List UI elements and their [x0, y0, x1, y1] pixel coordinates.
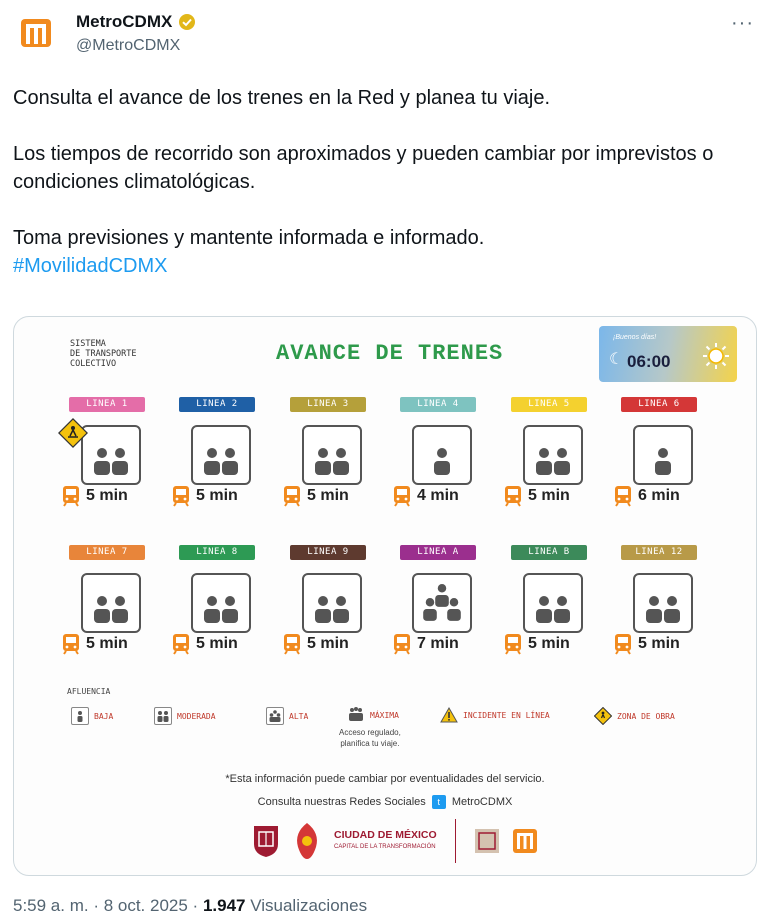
twitter-icon: t [432, 795, 446, 809]
footer-logos [252, 817, 538, 865]
cdmx-name: CIUDAD DE MÉXICO [334, 829, 437, 841]
legend-label: BAJA [94, 711, 114, 721]
travel-time [62, 485, 128, 507]
city-shield-icon [252, 824, 280, 858]
line-9-status [290, 545, 370, 652]
travel-time-value: 5 min [307, 635, 349, 652]
hashtag-link[interactable]: #MovilidadCDMX [13, 255, 168, 277]
travel-time [614, 633, 680, 655]
metro-logo-icon [512, 828, 538, 854]
train-icon [62, 485, 80, 507]
line-label: LINEA 8 [179, 545, 255, 560]
train-icon [504, 485, 522, 507]
warning-icon [440, 707, 458, 723]
line-label: LINEA 5 [511, 397, 587, 412]
line-label: LINEA A [400, 545, 476, 560]
cdmx-wordmark [334, 829, 437, 853]
travel-time [172, 633, 238, 655]
more-options-button[interactable]: ··· [731, 12, 754, 34]
travel-time [393, 633, 459, 655]
occupancy-icon [302, 425, 362, 485]
legend-label: MODERADA [177, 711, 216, 721]
line-6-status [621, 397, 701, 504]
train-icon [614, 633, 632, 655]
travel-time [62, 633, 128, 655]
travel-time [283, 485, 349, 507]
construction-icon [594, 707, 612, 725]
verified-badge-icon [178, 13, 196, 31]
line-2-status [179, 397, 259, 504]
tweet-text [13, 84, 753, 280]
travel-time-value: 4 min [417, 487, 459, 504]
travel-time-value: 5 min [638, 635, 680, 652]
legend-label: ZONA DE OBRA [617, 711, 675, 721]
metro-logo-avatar[interactable] [14, 10, 60, 56]
travel-time [614, 485, 680, 507]
occupancy-icon [191, 573, 251, 633]
legend-title: AFLUENCIA [67, 687, 111, 696]
one-person-icon [71, 707, 89, 725]
travel-time-value: 5 min [86, 487, 128, 504]
display-name[interactable]: MetroCDMX [76, 12, 173, 31]
line-label: LINEA 7 [69, 545, 145, 560]
line-1-status [69, 397, 149, 504]
line-label: LINEA 2 [179, 397, 255, 412]
occupancy-icon [81, 573, 141, 633]
social-handle: MetroCDMX [451, 796, 513, 808]
line-12-status [621, 545, 701, 652]
tweet-paragraph-2: Los tiempos de recorrido son aproximados y pueden cambiar por imprevistos o condiciones climatológicas. [13, 143, 714, 193]
travel-time [504, 633, 570, 655]
line-label: LINEA 9 [290, 545, 366, 560]
travel-time-value: 5 min [528, 487, 570, 504]
moon-icon: ☾ [609, 351, 624, 368]
line-label: LINEA 1 [69, 397, 145, 412]
views-count: 1.947 [202, 896, 246, 915]
line-label: LINEA 4 [400, 397, 476, 412]
infographic-title: AVANCE DE TRENES [276, 341, 504, 366]
maxima-note [339, 727, 401, 749]
line-11-status [511, 545, 591, 652]
legend-obra [594, 707, 675, 725]
infographic-image[interactable] [13, 316, 757, 876]
occupancy-icon [412, 425, 472, 485]
legend-label: INCIDENTE EN LÍNEA [463, 710, 550, 720]
occupancy-icon [523, 573, 583, 633]
train-icon [283, 485, 301, 507]
social-text: Consulta nuestras Redes Sociales [257, 796, 426, 808]
line-label: LINEA 3 [290, 397, 366, 412]
legend-incidente [440, 707, 550, 723]
train-icon [393, 485, 411, 507]
note-line: planifica tu viaje. [340, 739, 400, 748]
three-people-icon [266, 707, 284, 725]
construction-icon [57, 417, 89, 449]
org-line: SISTEMA [70, 339, 106, 349]
cdmx-subtitle: CAPITAL DE LA TRANSFORMACIÓN [334, 844, 436, 850]
tweet-meta [13, 896, 367, 916]
travel-time [283, 633, 349, 655]
cdmx-emblem-icon [292, 821, 322, 861]
line-label: LINEA 12 [621, 545, 697, 560]
social-row [14, 795, 756, 809]
stc-seal-icon [474, 828, 500, 854]
line-3-status [290, 397, 370, 504]
tweet-paragraph-3: Toma previsiones y mantente informada e informado. [13, 227, 485, 249]
travel-time-value: 5 min [86, 635, 128, 652]
legend-alta [266, 707, 308, 725]
clock-time: 06:00 [627, 352, 671, 371]
travel-time-value: 5 min [196, 487, 238, 504]
travel-time-value: 5 min [196, 635, 238, 652]
account-handle[interactable]: @MetroCDMX [76, 37, 181, 54]
account-name-row[interactable] [76, 12, 196, 32]
legend-moderada [154, 707, 216, 725]
travel-time-value: 6 min [638, 487, 680, 504]
train-icon [172, 633, 190, 655]
info-note: *Esta información puede cambiar por eventualidades del servicio. [225, 773, 545, 785]
train-icon [62, 633, 80, 655]
metro-logo-icon [17, 13, 57, 53]
legend-maxima [347, 707, 399, 723]
crowd-icon [347, 707, 365, 723]
occupancy-icon [191, 425, 251, 485]
sun-icon [702, 342, 730, 370]
occupancy-icon [523, 425, 583, 485]
org-line: COLECTIVO [70, 359, 117, 369]
occupancy-icon [302, 573, 362, 633]
line-label: LINEA B [511, 545, 587, 560]
tweet-paragraph-1: Consulta el avance de los trenes en la Red y planea tu viaje. [13, 87, 551, 109]
travel-time-value: 5 min [528, 635, 570, 652]
travel-time [172, 485, 238, 507]
line-4-status [400, 397, 480, 504]
occupancy-icon [633, 425, 693, 485]
divider [455, 819, 456, 863]
two-people-icon [154, 707, 172, 725]
line-7-status [69, 545, 149, 652]
line-label: LINEA 6 [621, 397, 697, 412]
train-icon [504, 633, 522, 655]
line-8-status [179, 545, 259, 652]
occupancy-icon [412, 573, 472, 633]
line-10-status [400, 545, 480, 652]
legend-label: ALTA [289, 711, 309, 721]
legend-baja [71, 707, 113, 725]
train-icon [393, 633, 411, 655]
org-name [70, 339, 137, 369]
occupancy-icon [81, 425, 141, 485]
train-icon [614, 485, 632, 507]
line-5-status [511, 397, 591, 504]
views-label: Visualizaciones [245, 896, 368, 915]
legend-label: MÁXIMA [370, 710, 399, 720]
time-box [599, 326, 737, 382]
note-line: Acceso regulado, [339, 728, 401, 737]
train-icon [283, 633, 301, 655]
occupancy-icon [633, 573, 693, 633]
train-icon [172, 485, 190, 507]
travel-time [393, 485, 459, 507]
greeting: ¡Buenos días! [613, 334, 657, 341]
travel-time-value: 5 min [307, 487, 349, 504]
travel-time-value: 7 min [417, 635, 459, 652]
travel-time [504, 485, 570, 507]
org-line: DE TRANSPORTE [70, 349, 137, 359]
timestamp-link[interactable]: 5:59 a. m. · 8 oct. 2025 · [13, 896, 203, 915]
